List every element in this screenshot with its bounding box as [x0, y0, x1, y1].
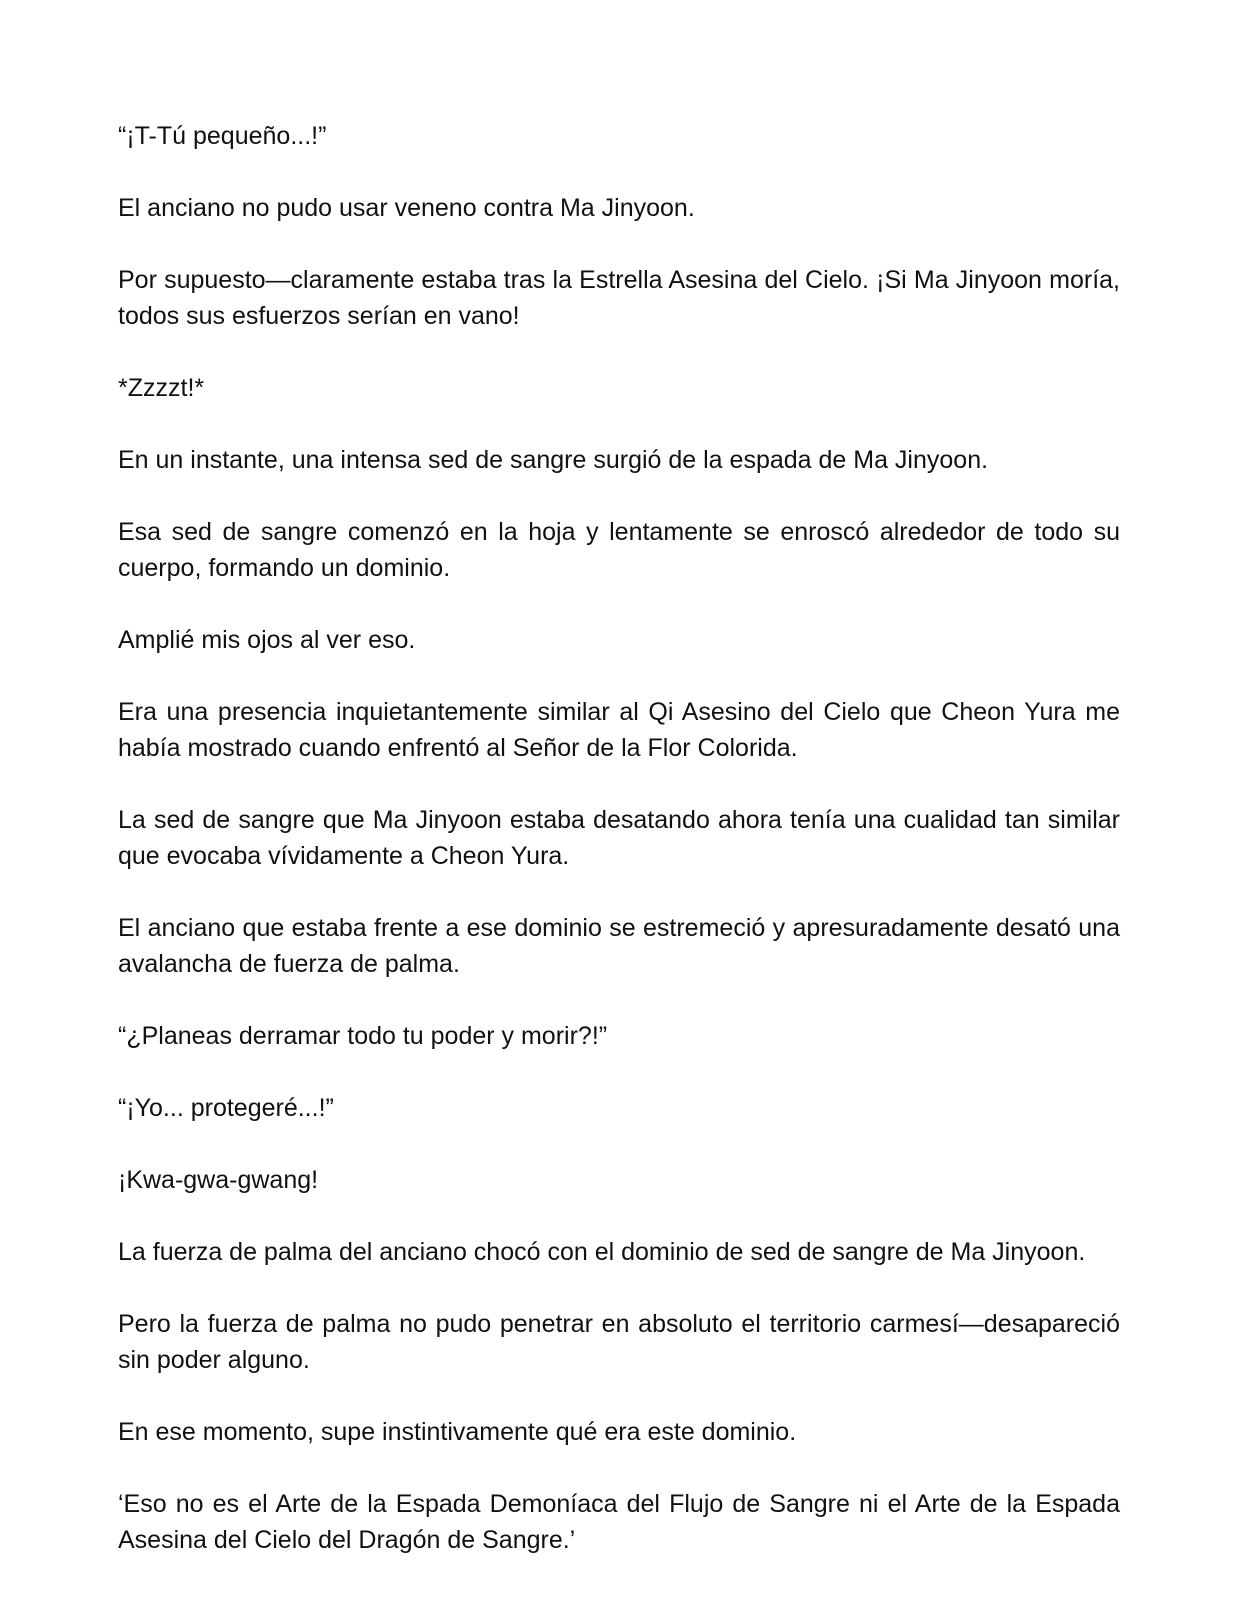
- paragraph-5: En un instante, una intensa sed de sangre surgió de la espada de Ma Jinyoon.: [118, 446, 989, 474]
- paragraph-4: *Zzzzt!*: [118, 374, 205, 402]
- paragraph-1: “¡T-Tú pequeño...!”: [118, 122, 327, 150]
- paragraph-12: “¡Yo... protegeré...!”: [118, 1094, 334, 1122]
- document-page: [118, 118, 1120, 1594]
- paragraph-2: El anciano no pudo usar veneno contra Ma Jinyoon.: [118, 194, 695, 222]
- paragraph-9: La sed de sangre que Ma Jinyoon estaba desatando ahora tenía una cualidad tan similar que evocaba vívidamente a Cheon Yura.: [118, 806, 1120, 870]
- paragraph-7: Amplié mis ojos al ver eso.: [118, 626, 416, 654]
- paragraph-11: “¿Planeas derramar todo tu poder y morir?!”: [118, 1022, 608, 1050]
- paragraph-8: Era una presencia inquietantemente similar al Qi Asesino del Cielo que Cheon Yura me había mostrado cuando enfrentó al Señor de la Flor Colorida.: [118, 698, 1120, 762]
- paragraph-6: Esa sed de sangre comenzó en la hoja y lentamente se enroscó alrededor de todo su cuerpo, formando un dominio.: [118, 518, 1120, 582]
- paragraph-3: Por supuesto—claramente estaba tras la Estrella Asesina del Cielo. ¡Si Ma Jinyoon moría, todos sus esfuerzos serían en vano!: [118, 266, 1120, 330]
- paragraph-17: ‘Eso no es el Arte de la Espada Demoníaca del Flujo de Sangre ni el Arte de la Espada Asesina del Cielo del Dragón de Sangre.’: [118, 1490, 1120, 1554]
- paragraph-13: ¡Kwa-gwa-gwang!: [118, 1166, 319, 1194]
- paragraph-15: Pero la fuerza de palma no pudo penetrar en absoluto el territorio carmesí—desapareció sin poder alguno.: [118, 1310, 1120, 1374]
- paragraph-10: El anciano que estaba frente a ese dominio se estremeció y apresuradamente desató una avalancha de fuerza de palma.: [118, 914, 1120, 978]
- paragraph-14: La fuerza de palma del anciano chocó con el dominio de sed de sangre de Ma Jinyoon.: [118, 1238, 1086, 1266]
- paragraph-16: En ese momento, supe instintivamente qué era este dominio.: [118, 1418, 797, 1446]
